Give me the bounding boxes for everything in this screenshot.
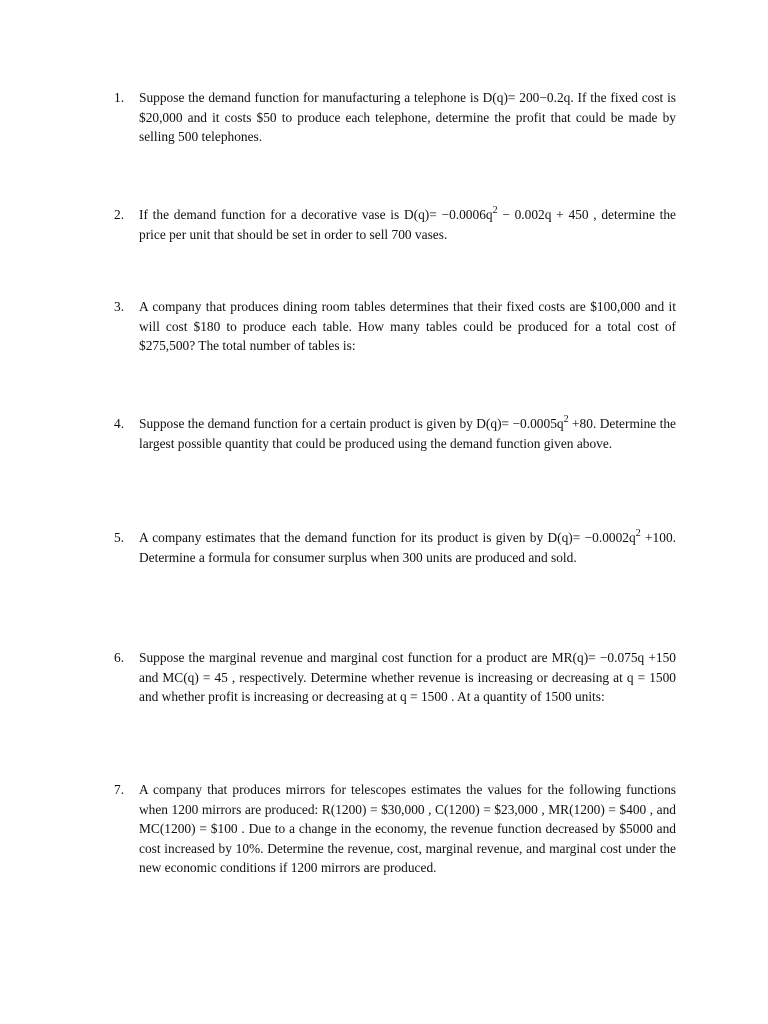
problem-text [139, 414, 676, 453]
problem-text [139, 780, 676, 878]
problem-text-part: A company that produces dining room tables determines that their fixed costs are $100,000 and it will cost $180 to produce each table. How many tables could be produced for a total cost of $275,500? The total number of tables is: [139, 299, 676, 354]
problem-number: 1. [114, 90, 125, 105]
problem-6 [114, 648, 676, 707]
exponent: 2 [492, 205, 498, 216]
problem-text-part: A company that produces mirrors for telescopes estimates the values for the following functions when 1200 mirrors are produced: R(1200) = $30,000 , C(1200) = $23,000 , MR(1200) = $400 , and MC(1200) = $100 . Due to a change in the economy, the revenue function decreased by $5000 and cost increased by 10%. Determine the revenue, cost, marginal revenue, and marginal cost under the new economic conditions if 1200 mirrors are produced. [139, 782, 676, 876]
exponent: 2 [635, 528, 641, 539]
problem-4 [114, 414, 676, 453]
problem-text-part: Suppose the marginal revenue and marginal cost function for a product are MR(q)= −0.075q +150 and MC(q) = 45 , respectively. Determine whether revenue is increasing or decreasing at q = 1500 and whether profit is increasing or decreasing at q = 1500 . At a quantity of 1500 units: [139, 650, 676, 705]
problem-text-part: +80. Determine the largest possible quantity that could be produced using the demand function given above. [139, 416, 676, 451]
problem-text-part: If the demand function for a decorative vase is D(q)= −0.0006q [139, 207, 493, 222]
problem-3 [114, 297, 676, 356]
problem-1 [114, 88, 676, 147]
problem-text [139, 88, 676, 147]
problem-text [139, 648, 676, 707]
problem-number: 4. [114, 416, 125, 431]
problem-number: 6. [114, 650, 125, 665]
problem-text [139, 297, 676, 356]
problem-2 [114, 205, 676, 244]
problem-text [139, 205, 676, 244]
problem-text [139, 528, 676, 567]
problem-5 [114, 528, 676, 567]
exponent: 2 [563, 414, 569, 425]
problem-text-part: Suppose the demand function for a certain product is given by D(q)= −0.0005q [139, 416, 564, 431]
problem-number: 5. [114, 530, 125, 545]
problem-7 [114, 780, 676, 878]
problem-number: 2. [114, 207, 125, 222]
problem-text-part: Suppose the demand function for manufacturing a telephone is D(q)= 200−0.2q. If the fixed cost is $20,000 and it costs $50 to produce each telephone, determine the profit that could be made by selling 500 telephones. [139, 90, 676, 145]
problem-text-part: +100. Determine a formula for consumer surplus when 300 units are produced and sold. [139, 530, 676, 565]
problem-number: 7. [114, 782, 125, 797]
problem-number: 3. [114, 299, 125, 314]
problem-text-part: − 0.002q + 450 , determine the price per unit that should be set in order to sell 700 vases. [139, 207, 676, 242]
problem-text-part: A company estimates that the demand function for its product is given by D(q)= −0.0002q [139, 530, 636, 545]
